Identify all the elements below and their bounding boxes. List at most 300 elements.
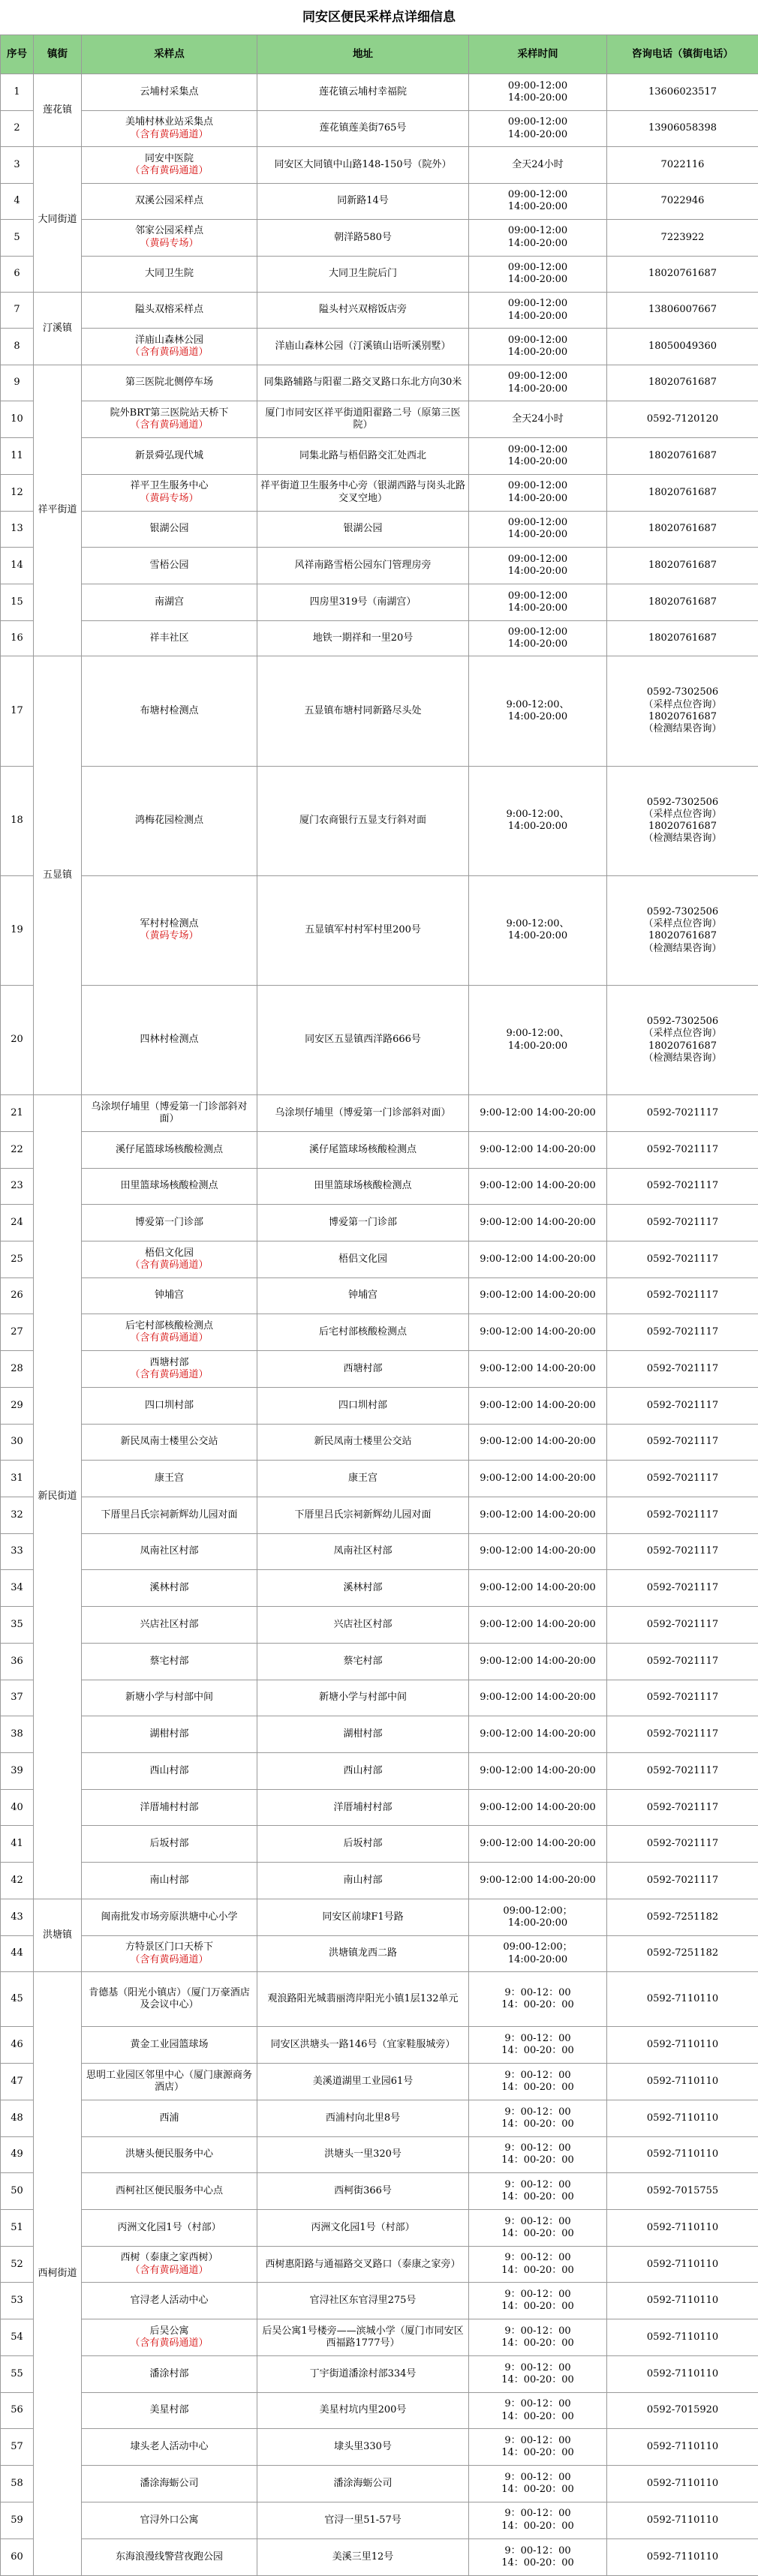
table-row <box>1 1570 758 1607</box>
street-cell: 西柯街道 <box>34 1972 82 2576</box>
phone-cell: 0592-7021117 <box>607 1095 758 1132</box>
address-cell: 四房里319号（南湖宫） <box>257 584 469 620</box>
site-cell <box>82 2283 257 2319</box>
time-cell: 9:00-12:00 14:00-20:00 <box>469 1424 607 1461</box>
site-name: 埭头老人活动中心 <box>130 2441 209 2453</box>
table-row <box>1 365 758 401</box>
site-cell <box>82 2246 257 2283</box>
site-name: 梧侣文化园 <box>144 1247 194 1259</box>
site-name: 西浦 <box>159 2112 179 2124</box>
table-row <box>1 1461 758 1497</box>
street-cell: 新民街道 <box>34 1095 82 1899</box>
address-cell: 厦门农商银行五显支行斜对面 <box>257 766 469 875</box>
site-cell <box>82 1205 257 1241</box>
phone-cell: 0592-7021117 <box>607 1826 758 1863</box>
table-row <box>1 1533 758 1570</box>
table-row <box>1 584 758 620</box>
table-row <box>1 1826 758 1863</box>
site-note: （含有黄码通道） <box>130 1369 209 1380</box>
time-cell: 9:00-12:00 14:00-20:00 <box>469 1205 607 1241</box>
site-cell <box>82 766 257 875</box>
site-cell <box>82 1680 257 1716</box>
row-number: 47 <box>1 2064 34 2100</box>
table-row <box>1 1095 758 1132</box>
address-cell: 风祥南路雪梧公园东门管理房旁 <box>257 548 469 584</box>
table-row <box>1 1607 758 1644</box>
row-number: 4 <box>1 184 34 220</box>
row-number: 45 <box>1 1972 34 2027</box>
row-number: 53 <box>1 2283 34 2319</box>
site-name: 布塘村检测点 <box>140 704 199 716</box>
address-cell: 同安区洪塘头一路146号（宜家鞋服城旁） <box>257 2027 469 2064</box>
phone-cell: 0592-7021117 <box>607 1461 758 1497</box>
table-row <box>1 1680 758 1716</box>
row-number: 55 <box>1 2355 34 2392</box>
table-row <box>1 1972 758 2027</box>
site-name: 云埔村采集点 <box>140 86 199 98</box>
time-cell: 9:00-12:00 14:00-20:00 <box>469 1607 607 1644</box>
time-cell: 09:00-12:00； 14:00-20:00 <box>469 1899 607 1935</box>
site-cell <box>82 1570 257 1607</box>
table-row <box>1 184 758 220</box>
phone-cell: 0592-7015920 <box>607 2392 758 2429</box>
site-name: 潘涂海蛎公司 <box>140 2477 199 2489</box>
phone-cell: 18020761687 <box>607 584 758 620</box>
address-cell: 厦门市同安区祥平街道阳翟路二号（原第三医院） <box>257 401 469 438</box>
time-cell: 9：00-12：00 14：00-20：00 <box>469 2027 607 2064</box>
site-name: 祥平卫生服务中心 <box>130 480 209 492</box>
site-name: 兴店社区村部 <box>140 1618 199 1630</box>
table-row <box>1 1351 758 1388</box>
address-cell: 同集路辅路与阳翟二路交叉路口东北方向30米 <box>257 365 469 401</box>
street-cell: 汀溪镇 <box>34 293 82 365</box>
address-cell: 同新路14号 <box>257 184 469 220</box>
address-cell: 祥平街道卫生服务中心旁（银湖西路与岗头北路交叉空地） <box>257 474 469 511</box>
site-cell <box>82 1168 257 1205</box>
header-site: 采样点 <box>82 35 257 74</box>
site-name: 同安中医院 <box>144 153 194 165</box>
table-row <box>1 1168 758 1205</box>
site-cell <box>82 1607 257 1644</box>
table-row <box>1 328 758 365</box>
site-cell <box>82 985 257 1094</box>
site-cell <box>82 219 257 256</box>
time-cell: 9：00-12：00 14：00-20：00 <box>469 2100 607 2136</box>
table-row <box>1 2136 758 2173</box>
address-cell: 下厝里吕氏宗祠新辉幼儿园对面 <box>257 1497 469 1534</box>
table-row <box>1 1716 758 1753</box>
site-cell <box>82 1277 257 1314</box>
time-cell: 9：00-12：00 14：00-20：00 <box>469 2355 607 2392</box>
phone-cell: 0592-7110110 <box>607 2100 758 2136</box>
address-cell: 西山村部 <box>257 1753 469 1790</box>
site-cell <box>82 1533 257 1570</box>
site-cell <box>82 147 257 184</box>
site-name: 银湖公园 <box>149 523 189 535</box>
address-cell: 钟埔宫 <box>257 1277 469 1314</box>
phone-cell: 0592-7251182 <box>607 1935 758 1972</box>
row-number: 1 <box>1 74 34 111</box>
site-cell <box>82 1424 257 1461</box>
site-cell <box>82 1935 257 1972</box>
time-cell: 9：00-12：00 14：00-20：00 <box>469 2173 607 2210</box>
site-note: （含有黄码通道） <box>130 1332 209 1344</box>
time-cell: 9：00-12：00 14：00-20：00 <box>469 2429 607 2466</box>
site-name: 美星村部 <box>149 2404 189 2416</box>
header-no: 序号 <box>1 35 34 74</box>
address-cell: 后坂村部 <box>257 1826 469 1863</box>
site-cell <box>82 1461 257 1497</box>
site-note: （含有黄码通道） <box>130 1259 209 1271</box>
address-cell: 官浔一里51-57号 <box>257 2502 469 2538</box>
row-number: 6 <box>1 256 34 293</box>
site-note: （含有黄码通道） <box>130 346 209 358</box>
table-body <box>1 74 758 2576</box>
time-cell: 9：00-12：00 14：00-20：00 <box>469 2392 607 2429</box>
table-row <box>1 1424 758 1461</box>
row-number: 51 <box>1 2210 34 2247</box>
phone-cell: 0592-7021117 <box>607 1314 758 1351</box>
site-name: 蔡宅村部 <box>149 1655 189 1667</box>
time-cell: 9:00-12:00 14:00-20:00 <box>469 1241 607 1277</box>
table-row <box>1 2246 758 2283</box>
row-number: 31 <box>1 1461 34 1497</box>
phone-cell: 0592-7302506 （采样点位咨询） 18020761687 （检测结果咨询） <box>607 985 758 1094</box>
time-cell: 9：00-12：00 14：00-20：00 <box>469 1972 607 2027</box>
site-cell <box>82 2027 257 2064</box>
time-cell: 9：00-12：00 14：00-20：00 <box>469 2246 607 2283</box>
phone-cell: 0592-7021117 <box>607 1351 758 1388</box>
row-number: 40 <box>1 1789 34 1826</box>
site-cell <box>82 1716 257 1753</box>
site-name: 乌涂坝仔埔里（博爱第一门诊部斜对面） <box>91 1100 248 1124</box>
row-number: 7 <box>1 293 34 329</box>
address-cell: 四口圳村部 <box>257 1387 469 1424</box>
phone-cell: 0592-7302506 （采样点位咨询） 18020761687 （检测结果咨询） <box>607 656 758 766</box>
site-name: 院外BRT第三医院站天桥下 <box>110 407 229 419</box>
phone-cell: 0592-7251182 <box>607 1899 758 1935</box>
time-cell: 9:00-12:00 14:00-20:00 <box>469 1497 607 1534</box>
address-cell: 大同卫生院后门 <box>257 256 469 293</box>
phone-cell: 0592-7021117 <box>607 1168 758 1205</box>
row-number: 56 <box>1 2392 34 2429</box>
row-number: 60 <box>1 2538 34 2575</box>
table-row <box>1 2466 758 2502</box>
address-cell: 田里篮球场核酸检测点 <box>257 1168 469 1205</box>
table-row <box>1 1241 758 1277</box>
time-cell: 9:00-12:00 14:00-20:00 <box>469 1533 607 1570</box>
time-cell: 9:00-12:00 14:00-20:00 <box>469 1314 607 1351</box>
site-cell <box>82 293 257 329</box>
row-number: 29 <box>1 1387 34 1424</box>
row-number: 23 <box>1 1168 34 1205</box>
site-cell <box>82 110 257 147</box>
phone-cell: 0592-7021117 <box>607 1570 758 1607</box>
time-cell: 9:00-12:00 14:00-20:00 <box>469 1753 607 1790</box>
site-name: 大同卫生院 <box>144 268 194 280</box>
row-number: 52 <box>1 2246 34 2283</box>
phone-cell: 0592-7021117 <box>607 1277 758 1314</box>
site-cell <box>82 1753 257 1790</box>
row-number: 42 <box>1 1863 34 1899</box>
time-cell: 09:00-12:00 14:00-20:00 <box>469 548 607 584</box>
site-cell <box>82 1095 257 1132</box>
phone-cell: 0592-7110110 <box>607 2538 758 2575</box>
table-row <box>1 1205 758 1241</box>
site-name: 雪梧公园 <box>149 559 189 571</box>
site-name: 美埔村林业站采集点 <box>125 116 213 128</box>
site-name: 溪仔尾篮球场核酸检测点 <box>115 1143 223 1155</box>
address-cell: 西树惠阳路与通福路交叉路口（泰康之家旁） <box>257 2246 469 2283</box>
row-number: 37 <box>1 1680 34 1716</box>
time-cell: 9：00-12：00 14：00-20：00 <box>469 2064 607 2100</box>
address-cell: 同安区五显镇西洋路666号 <box>257 985 469 1094</box>
phone-cell: 0592-7110110 <box>607 2136 758 2173</box>
row-number: 57 <box>1 2429 34 2466</box>
address-cell: 洪塘镇龙西二路 <box>257 1935 469 1972</box>
time-cell: 09:00-12:00； 14:00-20:00 <box>469 1935 607 1972</box>
site-cell <box>82 2319 257 2356</box>
table-header-row <box>1 35 758 74</box>
site-cell <box>82 2429 257 2466</box>
address-cell: 银湖公园 <box>257 511 469 548</box>
row-number: 10 <box>1 401 34 438</box>
address-cell: 洋庙山森林公园（汀溪镇山语听溪别墅） <box>257 328 469 365</box>
time-cell: 9:00-12:00、 14:00-20:00 <box>469 985 607 1094</box>
phone-cell: 0592-7110110 <box>607 2502 758 2538</box>
row-number: 49 <box>1 2136 34 2173</box>
time-cell: 9：00-12：00 14：00-20：00 <box>469 2538 607 2575</box>
table-row <box>1 1131 758 1168</box>
site-cell <box>82 1497 257 1534</box>
time-cell: 09:00-12:00 14:00-20:00 <box>469 328 607 365</box>
time-cell: 9：00-12：00 14：00-20：00 <box>469 2283 607 2319</box>
table-row <box>1 401 758 438</box>
table-row <box>1 2283 758 2319</box>
time-cell: 9:00-12:00 14:00-20:00 <box>469 1643 607 1680</box>
time-cell: 09:00-12:00 14:00-20:00 <box>469 256 607 293</box>
site-cell <box>82 2064 257 2100</box>
phone-cell: 0592-7110110 <box>607 2355 758 2392</box>
site-note: （含有黄码通道） <box>130 2264 209 2276</box>
phone-cell: 0592-7021117 <box>607 1131 758 1168</box>
site-name: 下厝里吕氏宗祠新辉幼儿园对面 <box>101 1509 238 1521</box>
row-number: 8 <box>1 328 34 365</box>
site-cell <box>82 511 257 548</box>
site-cell <box>82 2466 257 2502</box>
header-street: 镇街 <box>34 35 82 74</box>
site-name: 博爱第一门诊部 <box>134 1217 203 1228</box>
phone-cell: 18020761687 <box>607 438 758 475</box>
row-number: 46 <box>1 2027 34 2064</box>
site-cell <box>82 2392 257 2429</box>
address-cell: 湖柑村部 <box>257 1716 469 1753</box>
table-row <box>1 293 758 329</box>
time-cell: 全天24小时 <box>469 401 607 438</box>
row-number: 59 <box>1 2502 34 2538</box>
table-row <box>1 2429 758 2466</box>
site-name: 湖柑村部 <box>149 1728 189 1740</box>
phone-cell: 0592-7120120 <box>607 401 758 438</box>
site-cell <box>82 74 257 111</box>
time-cell: 9:00-12:00 14:00-20:00 <box>469 1716 607 1753</box>
site-cell <box>82 401 257 438</box>
site-name: 溪林村部 <box>149 1582 189 1594</box>
phone-cell: 0592-7110110 <box>607 1972 758 2027</box>
phone-cell: 0592-7110110 <box>607 2027 758 2064</box>
row-number: 12 <box>1 474 34 511</box>
time-cell: 9:00-12:00 14:00-20:00 <box>469 1461 607 1497</box>
site-cell <box>82 1643 257 1680</box>
site-name: 康王宫 <box>154 1473 184 1485</box>
site-name: 田里篮球场核酸检测点 <box>120 1180 218 1192</box>
address-cell: 溪仔尾篮球场核酸检测点 <box>257 1131 469 1168</box>
site-name: 南山村部 <box>149 1874 189 1886</box>
phone-cell: 0592-7021117 <box>607 1241 758 1277</box>
site-cell <box>82 1826 257 1863</box>
phone-cell: 13606023517 <box>607 74 758 111</box>
phone-cell: 0592-7021117 <box>607 1716 758 1753</box>
site-name: 洋庙山森林公园 <box>134 334 203 346</box>
table-row <box>1 1753 758 1790</box>
site-cell <box>82 656 257 766</box>
address-cell: 丙洲文化园1号（村部） <box>257 2210 469 2247</box>
site-note: （含有黄码通道） <box>130 128 209 140</box>
address-cell: 博爱第一门诊部 <box>257 1205 469 1241</box>
phone-cell: 18050049360 <box>607 328 758 365</box>
row-number: 32 <box>1 1497 34 1534</box>
phone-cell: 18020761687 <box>607 256 758 293</box>
site-name: 潘涂村部 <box>149 2367 189 2379</box>
row-number: 20 <box>1 985 34 1094</box>
site-cell <box>82 1899 257 1935</box>
time-cell: 9:00-12:00 14:00-20:00 <box>469 1131 607 1168</box>
phone-cell: 0592-7021117 <box>607 1753 758 1790</box>
row-number: 25 <box>1 1241 34 1277</box>
table-row <box>1 2538 758 2575</box>
time-cell: 09:00-12:00 14:00-20:00 <box>469 511 607 548</box>
site-note: （黄码专场） <box>140 237 199 249</box>
site-cell <box>82 184 257 220</box>
address-cell: 美星村坑内里200号 <box>257 2392 469 2429</box>
table-row <box>1 2210 758 2247</box>
site-name: 新民凤南士楼里公交站 <box>120 1436 218 1448</box>
address-cell: 丁宇街道潘涂村部334号 <box>257 2355 469 2392</box>
address-cell: 官浔社区东官浔里275号 <box>257 2283 469 2319</box>
street-cell: 五显镇 <box>34 656 82 1095</box>
time-cell: 9:00-12:00 14:00-20:00 <box>469 1680 607 1716</box>
phone-cell: 0592-7110110 <box>607 2283 758 2319</box>
site-name: 四林村检测点 <box>140 1034 199 1046</box>
table-row <box>1 1863 758 1899</box>
site-name: 方特景区门口天桥下 <box>125 1941 213 1953</box>
site-cell <box>82 548 257 584</box>
site-name: 南湖宫 <box>154 596 184 608</box>
site-cell <box>82 2355 257 2392</box>
phone-cell: 18020761687 <box>607 548 758 584</box>
site-cell <box>82 474 257 511</box>
site-name: 丙洲文化园1号（村部） <box>117 2221 221 2233</box>
phone-cell: 13806007667 <box>607 293 758 329</box>
site-cell <box>82 438 257 475</box>
address-cell: 兴店社区村部 <box>257 1607 469 1644</box>
site-cell <box>82 2210 257 2247</box>
row-number: 38 <box>1 1716 34 1753</box>
site-name: 西塘村部 <box>149 1356 189 1368</box>
address-cell: 新塘小学与村部中间 <box>257 1680 469 1716</box>
phone-cell: 0592-7110110 <box>607 2466 758 2502</box>
phone-cell: 0592-7021117 <box>607 1789 758 1826</box>
site-note: （含有黄码通道） <box>130 165 209 177</box>
table-row <box>1 511 758 548</box>
phone-cell: 0592-7302506 （采样点位咨询） 18020761687 （检测结果咨询） <box>607 766 758 875</box>
address-cell: 隘头村兴双榕饭店旁 <box>257 293 469 329</box>
site-name: 西山村部 <box>149 1764 189 1776</box>
table-row <box>1 1789 758 1826</box>
address-cell: 观浪路阳光城翡丽湾岸阳光小镇1层132单元 <box>257 1972 469 2027</box>
table-row <box>1 219 758 256</box>
header-address: 地址 <box>257 35 469 74</box>
site-cell <box>82 2538 257 2575</box>
table-row <box>1 110 758 147</box>
table-row <box>1 875 758 985</box>
row-number: 26 <box>1 1277 34 1314</box>
site-name: 黄金工业园篮球场 <box>130 2039 209 2051</box>
phone-cell: 0592-7021117 <box>607 1863 758 1899</box>
table-row <box>1 2100 758 2136</box>
address-cell: 同安区大同镇中山路148-150号（院外） <box>257 147 469 184</box>
address-cell: 乌涂坝仔埔里（博爱第一门诊部斜对面） <box>257 1095 469 1132</box>
table-row <box>1 2319 758 2356</box>
row-number: 22 <box>1 1131 34 1168</box>
row-number: 30 <box>1 1424 34 1461</box>
time-cell: 09:00-12:00 14:00-20:00 <box>469 620 607 656</box>
row-number: 21 <box>1 1095 34 1132</box>
phone-cell: 7022116 <box>607 147 758 184</box>
time-cell: 09:00-12:00 14:00-20:00 <box>469 74 607 111</box>
time-cell: 9：00-12：00 14：00-20：00 <box>469 2319 607 2356</box>
row-number: 17 <box>1 656 34 766</box>
row-number: 44 <box>1 1935 34 1972</box>
site-name: 后坂村部 <box>149 1838 189 1850</box>
table-row <box>1 2064 758 2100</box>
address-cell: 五显镇军村村军村里200号 <box>257 875 469 985</box>
address-cell: 潘涂海蛎公司 <box>257 2466 469 2502</box>
address-cell: 地铁一期祥和一里20号 <box>257 620 469 656</box>
site-name: 西柯社区便民服务中心点 <box>115 2185 223 2197</box>
site-name: 肯德基（阳光小镇店）（厦门万豪酒店及会议中心） <box>89 1987 250 2011</box>
time-cell: 9:00-12:00、 14:00-20:00 <box>469 875 607 985</box>
row-number: 11 <box>1 438 34 475</box>
row-number: 2 <box>1 110 34 147</box>
site-cell <box>82 256 257 293</box>
site-name: 祥丰社区 <box>149 632 189 644</box>
time-cell: 09:00-12:00 14:00-20:00 <box>469 293 607 329</box>
table-row <box>1 766 758 875</box>
time-cell: 9：00-12：00 14：00-20：00 <box>469 2502 607 2538</box>
site-cell <box>82 328 257 365</box>
site-cell <box>82 2173 257 2210</box>
site-cell <box>82 1972 257 2027</box>
phone-cell: 13906058398 <box>607 110 758 147</box>
address-cell: 后吴公寓1号楼旁——滨城小学（厦门市同安区西福路1777号） <box>257 2319 469 2356</box>
row-number: 33 <box>1 1533 34 1570</box>
address-cell: 莲花镇莲美街765号 <box>257 110 469 147</box>
street-cell: 洪塘镇 <box>34 1899 82 1971</box>
row-number: 18 <box>1 766 34 875</box>
site-cell <box>82 1131 257 1168</box>
phone-cell: 0592-7110110 <box>607 2319 758 2356</box>
